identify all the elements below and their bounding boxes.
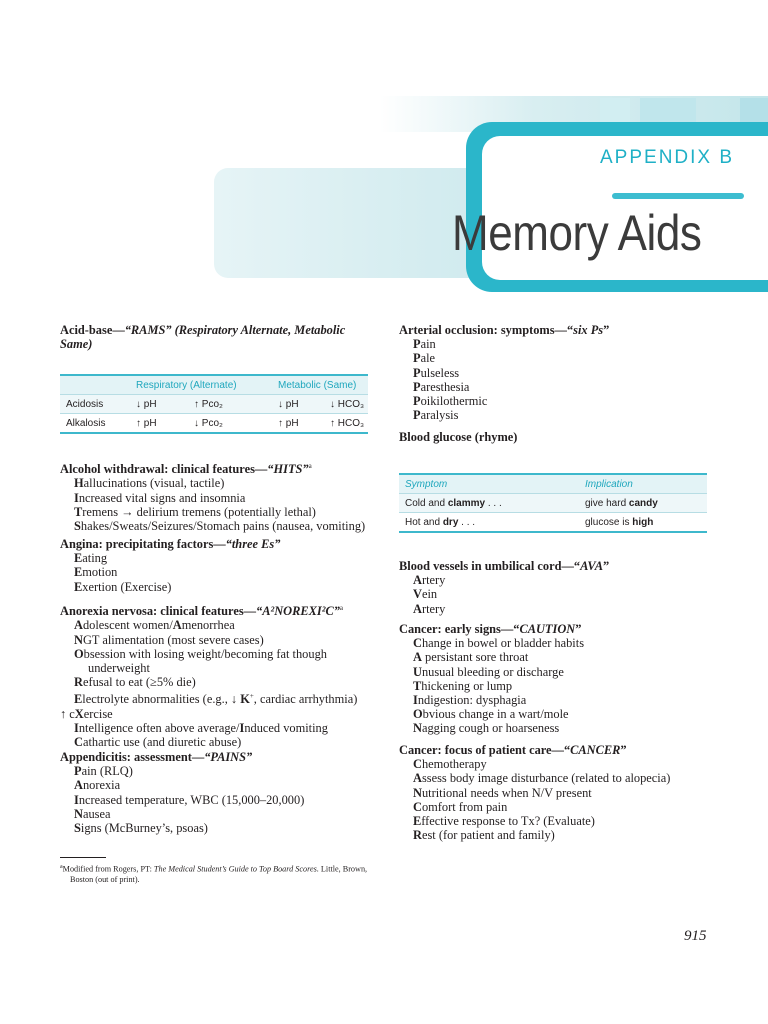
cancer-care-section	[399, 743, 670, 842]
table-row: Hot and dry . . . glucose is high	[399, 513, 707, 533]
page-title: Memory Aids	[452, 205, 702, 261]
list-item: Vein	[413, 587, 438, 602]
list-item: Obsession with losing weight/becoming fat though	[74, 646, 327, 661]
appendix-label: APPENDIX B	[600, 147, 735, 168]
table-row: Alkalosis ↑ pH ↓ Pco₂ ↑ pH ↑ HCO₃	[60, 414, 368, 434]
list-item: Nausea	[74, 806, 111, 821]
list-item: Artery	[413, 601, 446, 616]
list-item: Exertion (Exercise)	[74, 579, 172, 594]
hits-section	[60, 459, 365, 533]
list-item: ↑ cXercise	[60, 706, 113, 721]
list-item: Tremens → delirium tremens (potentially lethal)	[74, 504, 316, 519]
list-item: Anorexia	[74, 778, 121, 793]
list-item: Nutritional needs when N/V present	[413, 785, 592, 800]
table-row: Cold and clammy . . . give hard candy	[399, 494, 707, 513]
list-item: Rest (for patient and family)	[413, 828, 555, 843]
list-item: Change in bowel or bladder habits	[413, 636, 585, 651]
list-item: Hallucinations (visual, tactile)	[74, 476, 225, 491]
list-item: Thickening or lump	[413, 678, 513, 693]
list-item: Pain (RLQ)	[74, 764, 133, 779]
appendix-underline	[612, 193, 744, 199]
six-ps-section	[399, 323, 609, 422]
col-metabolic: Metabolic (Same)	[272, 375, 368, 395]
anorexia-section	[60, 601, 357, 749]
glucose-heading: Blood glucose (rhyme)	[399, 430, 518, 444]
list-item: Cathartic use (and diuretic abuse)	[74, 735, 242, 750]
list-item: Emotion	[74, 565, 118, 580]
list-item: Increased temperature, WBC (15,000–20,000)	[74, 792, 305, 807]
list-item: NGT alimentation (most severe cases)	[74, 632, 264, 647]
list-item: Indigestion: dysphagia	[413, 693, 527, 708]
table-header	[60, 375, 368, 395]
footnote-rule	[60, 857, 106, 858]
table-header	[399, 474, 707, 494]
rams-heading: Acid-base—“RAMS” (Respiratory Alternate, Metabolic Same)	[60, 323, 346, 352]
angina-section	[60, 537, 280, 594]
list-item: Eating	[74, 551, 108, 566]
hits-heading: Alcohol withdrawal: clinical features—“HITS”$^a$	[60, 462, 312, 477]
page-number: 915	[684, 928, 707, 944]
six-ps-heading: Arterial occlusion: symptoms—“six Ps”	[399, 323, 610, 337]
list-item: Assess body image disturbance (related to alopecia)	[413, 771, 671, 786]
list-item: Artery	[413, 573, 446, 588]
list-item: Paralysis	[413, 408, 459, 423]
cancer-care-heading: Cancer: focus of patient care—“CANCER”	[399, 743, 627, 757]
pains-section	[60, 750, 304, 835]
list-item: Shakes/Sweats/Seizures/Stomach pains (nausea, vomiting)	[74, 518, 366, 533]
angina-heading: Angina: precipitating factors—“three Es”	[60, 537, 281, 551]
list-item: Effective response to Tx? (Evaluate)	[413, 814, 595, 829]
glucose-table	[399, 473, 707, 533]
list-item: Intelligence often above average/Induced vomiting	[74, 720, 328, 735]
list-item: Electrolyte abnormalities (e.g., ↓ K+, cardiac arrhythmia)	[74, 692, 358, 707]
list-item: Poikilothermic	[413, 394, 488, 409]
list-item: Adolescent women/Amenorrhea	[74, 618, 235, 633]
list-item: Signs (McBurney’s, psoas)	[74, 821, 208, 836]
list-item: Nagging cough or hoarseness	[413, 721, 560, 736]
list-item: Refusal to eat (≥5% die)	[74, 675, 196, 690]
caution-section	[399, 622, 584, 736]
list-item: Chemotherapy	[413, 757, 487, 772]
list-item: Pulseless	[413, 365, 460, 380]
caution-heading: Cancer: early signs—“CAUTION”	[399, 622, 582, 636]
pains-heading: Appendicitis: assessment—“PAINS”	[60, 750, 253, 764]
anorexia-heading: Anorexia nervosa: clinical features—“A²NOREXI²C”$^a$	[60, 604, 344, 619]
list-item: Comfort from pain	[413, 799, 508, 814]
list-item-continued: underweight	[88, 660, 150, 675]
list-item: A persistant sore throat	[413, 650, 529, 665]
footnote: $^a$Modified from Rogers, PT: The Medical Student’s Guide to Top Board Scores. Little, Brown, Boston (out of print).	[60, 864, 368, 884]
table-row: Acidosis ↓ pH ↑ Pco₂ ↓ pH ↓ HCO₃	[60, 395, 368, 414]
list-item: Unusual bleeding or discharge	[413, 664, 564, 679]
ava-section	[399, 559, 609, 616]
list-item: Pain	[413, 337, 436, 352]
col-respiratory: Respiratory (Alternate)	[130, 375, 272, 395]
col-implication: Implication	[579, 474, 707, 494]
col-symptom: Symptom	[399, 474, 579, 494]
list-item: Increased vital signs and insomnia	[74, 490, 246, 505]
list-item: Obvious change in a wart/mole	[413, 707, 569, 722]
list-item: Pale	[413, 351, 436, 366]
acid-base-table	[60, 374, 368, 434]
list-item: Paresthesia	[413, 379, 470, 394]
ava-heading: Blood vessels in umbilical cord—“AVA”	[399, 559, 610, 573]
